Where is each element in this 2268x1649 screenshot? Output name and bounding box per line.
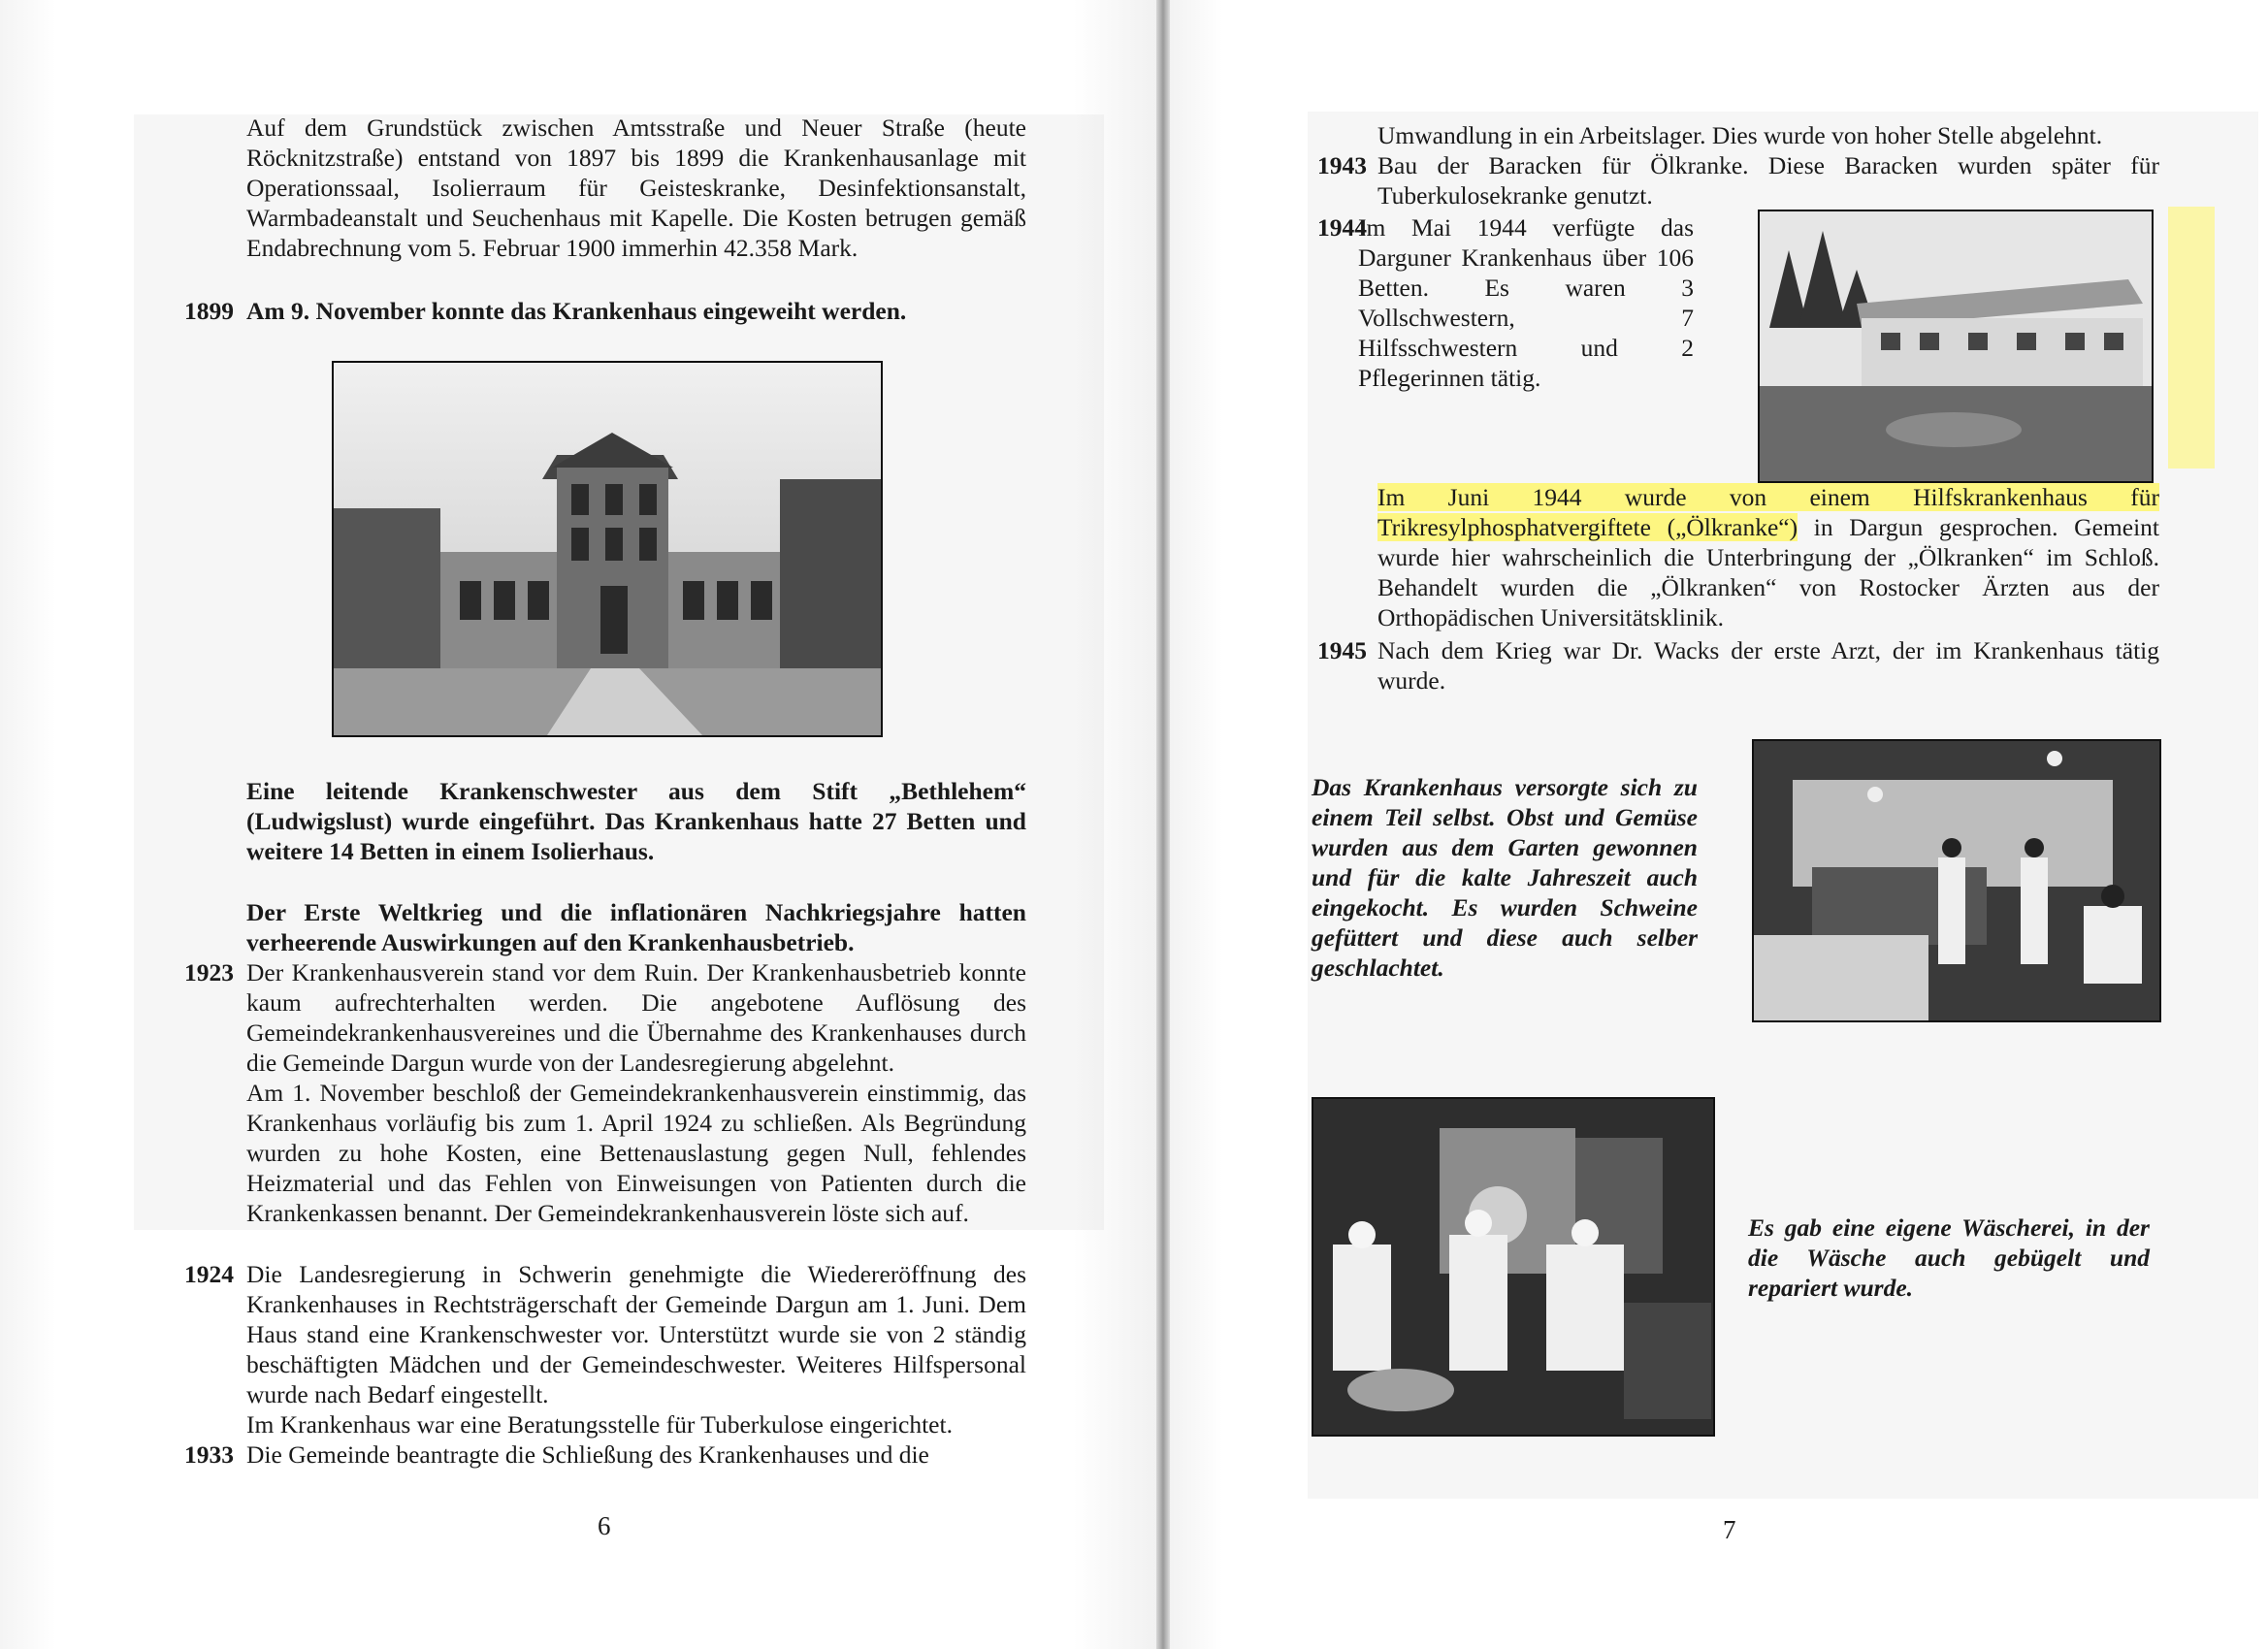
entry-1923-part2: Am 1. November beschloß der Gemeindekrankenhausverein einstimmig, das Krankenhaus vorläufig bis zum 1. April 1924 zu schließen. Als Begründung wurden zu hohe Kosten, eine Bettenauslastung gegen Null, fehlendes Heizmaterial und das Fehlen von Einweisungen von Patienten durch die Krankenkassen benannt. Der Gemeindekrankenhausverein löste sich auf. [246, 1079, 1026, 1227]
kitchen-icon [1754, 741, 2159, 1020]
laundry-icon [1313, 1099, 1713, 1435]
highlighted-passage: Im Juni 1944 wurde von einem Hilfskrankenhaus für Trikresylphosphatvergiftete („Ölkranke“) [1377, 483, 2159, 541]
june-1944-rest: in Dargun gesprochen. Gemeint wurde hier wahrscheinlich die Unterbringung der „Ölkranken“ im Schloß. Behandelt wurden die „Ölkranken“ von Rostocker Ärzten aus der Orthopädischen Universitätsklinik. [1377, 513, 2159, 631]
year-1924: 1924 [184, 1260, 234, 1288]
laundry-photo [1312, 1097, 1715, 1437]
entry-1923-part1: Der Krankenhausverein stand vor dem Ruin. Der Krankenhausbetrieb konnte kaum aufrechterhalten werden. Die angebotene Auflösung des Gemeindekrankenhausvereines und die Übernahme des Krankenhauses durch die Gemeinde Dargun wurde von der Landesregierung abgelehnt. [246, 958, 1026, 1077]
june-1944-paragraph [1377, 482, 2159, 632]
entry-1924-part1: Die Landesregierung in Schwerin genehmigte die Wiedereröffnung des Krankenhauses in Rechtsträgerschaft der Gemeinde Dargun am 1. Juni. Dem Haus stand eine Krankenschwester vor. Unterstützt wurde sie von 2 ständig beschäftigten Mädchen und der Gemeindeschwester. Weiteres Hilfspersonal wurde nach Bedarf eingestellt. [246, 1260, 1026, 1408]
book-gutter [1156, 0, 1170, 1649]
highlighter-mark [2168, 207, 2215, 469]
nurse-paragraph: Eine leitende Krankenschwester aus dem Stift „Bethlehem“ (Ludwigslust) wurde eingeführt. Das Krankenhaus hatte 27 Betten und weitere 14 Betten in einem Isolierhaus. [246, 777, 1026, 865]
war-paragraph: Der Erste Weltkrieg und die inflationären Nachkriegsjahre hatten verheerende Auswirkungen auf den Krankenhausbetrieb. [246, 898, 1026, 956]
hospital-building-icon [334, 363, 881, 735]
entry-1899-text: Am 9. November konnte das Krankenhaus eingeweiht werden. [246, 297, 907, 325]
kitchen-photo [1752, 739, 2161, 1022]
entry-1923-text [246, 957, 1026, 1228]
kitchen-caption: Das Krankenhaus versorgte sich zu einem Teil selbst. Obst und Gemüse wurden aus dem Garten gewonnen und für die kalte Jahreszeit auch eingekocht. Es wurden Schweine gefüttert und diese auch selber geschlachtet. [1312, 773, 1698, 982]
scan-edge [0, 0, 56, 1649]
entry-1945-text: Nach dem Krieg war Dr. Wacks der erste Arzt, der im Krankenhaus tätig wurde. [1377, 636, 2159, 695]
page-number-right: 7 [1723, 1515, 1736, 1544]
year-1944: 1944 [1317, 213, 1367, 242]
year-1933: 1933 [184, 1440, 234, 1469]
laundry-caption: Es gab eine eigene Wäscherei, in der die Wäsche auch gebügelt und repariert wurde. [1748, 1213, 2150, 1302]
barracks-photo [1758, 210, 2154, 483]
year-1899: 1899 [184, 297, 234, 325]
year-1945: 1945 [1317, 636, 1367, 664]
page-number-left: 6 [598, 1511, 611, 1540]
entry-1944-text: Im Mai 1944 verfügte das Darguner Krankenhaus über 106 Betten. Es waren 3 Vollschwestern, 7 Hilfsschwestern und 2 Pflegerinnen tätig. [1358, 213, 1694, 392]
year-1923: 1923 [184, 958, 234, 986]
hospital-building-photo [332, 361, 883, 737]
entry-1924-text [246, 1259, 1026, 1439]
year-1943: 1943 [1317, 151, 1367, 179]
entry-1943-text: Bau der Baracken für Ölkranke. Diese Baracken wurden später für Tuberkulosekranke genutzt. [1377, 151, 2159, 210]
barracks-icon [1760, 211, 2152, 481]
entry-1933-text: Die Gemeinde beantragte die Schließung des Krankenhauses und die [246, 1440, 929, 1469]
continuation-text: Umwandlung in ein Arbeitslager. Dies wurde von hoher Stelle abgelehnt. [1377, 121, 2103, 149]
entry-1924-part2: Im Krankenhaus war eine Beratungsstelle für Tuberkulose eingerichtet. [246, 1410, 953, 1439]
intro-paragraph: Auf dem Grundstück zwischen Amtsstraße und Neuer Straße (heute Röcknitzstraße) entstand von 1897 bis 1899 die Krankenhausanlage mit Operationssaal, Isolierraum für Geisteskranke, Desinfektionsanstalt, Warmbadeanstalt und Seuchenhaus mit Kapelle. Die Kosten betrugen gemäß Endabrechnung vom 5. Februar 1900 immerhin 42.358 Mark. [246, 113, 1026, 262]
